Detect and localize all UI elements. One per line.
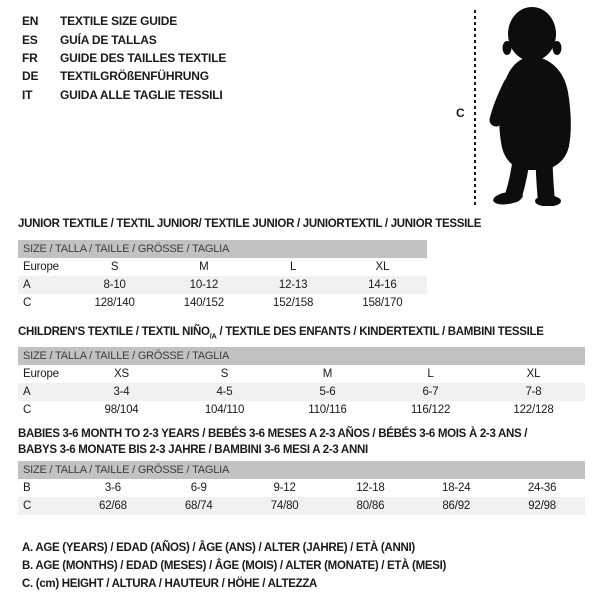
language-list bbox=[22, 12, 226, 104]
language-code: IT bbox=[22, 87, 33, 102]
language-title: GUIDE DES TAILLES TEXTILE bbox=[60, 50, 227, 65]
row-label: A bbox=[23, 386, 31, 398]
row-label: Europe bbox=[23, 261, 59, 273]
table-row bbox=[18, 365, 585, 383]
table-cell: 80/86 bbox=[356, 500, 385, 512]
table-cell: 110/116 bbox=[308, 404, 347, 416]
language-row-en bbox=[22, 12, 226, 30]
size-header-bar: SIZE / TALLA / TAILLE / GRÖSSE / TAGLIA bbox=[18, 240, 427, 258]
row-label: C bbox=[23, 404, 32, 416]
language-code: ES bbox=[22, 32, 38, 47]
table-cell: 140/152 bbox=[183, 297, 224, 309]
table-cell: 6-7 bbox=[422, 386, 439, 398]
table-cell: XL bbox=[526, 368, 541, 380]
table-cell: 18-24 bbox=[442, 482, 471, 494]
table-row bbox=[18, 276, 427, 294]
table-row bbox=[18, 294, 427, 312]
toddler-silhouette bbox=[486, 4, 582, 206]
table-cell: M bbox=[199, 261, 209, 273]
junior-size-table bbox=[18, 240, 427, 312]
table-cell: 86/92 bbox=[442, 500, 471, 512]
table-row bbox=[18, 479, 585, 497]
title-line-2: BABYS 3-6 MONATE BIS 2-3 JAHRE / BAMBINI 3-6 MESI A 2-3 ANNI bbox=[18, 444, 368, 456]
height-measure-dashed-line bbox=[474, 10, 476, 206]
table-cell: 98/104 bbox=[104, 404, 139, 416]
table-row bbox=[18, 258, 427, 276]
title-line-1: BABIES 3-6 MONTH TO 2-3 YEARS / BEBÉS 3-6 MESES A 2-3 AÑOS / BÉBÉS 3-6 MOIS À 2-3 ANS / bbox=[18, 428, 528, 440]
table-cell: 62/68 bbox=[99, 500, 127, 512]
note-height-cm: C. (cm) HEIGHT / ALTURA / HAUTEUR / HÖHE / ALTEZZA bbox=[22, 578, 318, 590]
height-measure-label: C bbox=[456, 106, 465, 120]
language-row-es bbox=[22, 30, 226, 48]
row-label: C bbox=[23, 500, 32, 512]
table-cell: S bbox=[220, 368, 229, 380]
size-header-bar: SIZE / TALLA / TAILLE / GRÖSSE / TAGLIA bbox=[18, 461, 585, 479]
language-code: EN bbox=[22, 14, 39, 29]
size-header-bar: SIZE / TALLA / TAILLE / GRÖSSE / TAGLIA bbox=[18, 347, 585, 365]
table-cell: L bbox=[427, 368, 434, 380]
table-cell: 14-16 bbox=[368, 279, 397, 291]
children-table-title bbox=[18, 324, 544, 344]
table-row bbox=[18, 401, 585, 419]
table-cell: L bbox=[290, 261, 297, 273]
row-label: B bbox=[23, 482, 31, 494]
note-age-months: B. AGE (MONTHS) / EDAD (MESES) / ÂGE (MOIS) / ALTER (MONATE) / ETÀ (MESI) bbox=[22, 560, 447, 572]
table-cell: 6-9 bbox=[190, 482, 207, 494]
table-cell: 152/158 bbox=[273, 297, 314, 309]
note-age-years: A. AGE (YEARS) / EDAD (AÑOS) / ÂGE (ANS) / ALTER (JAHRE) / ETÀ (ANNI) bbox=[22, 542, 415, 554]
row-label: C bbox=[23, 297, 32, 309]
table-cell: 3-6 bbox=[104, 482, 121, 494]
table-cell: XL bbox=[375, 261, 390, 273]
language-code: DE bbox=[22, 69, 39, 84]
language-row-it bbox=[22, 86, 226, 104]
language-title: GUIDA ALLE TAGLIE TESSILI bbox=[60, 87, 223, 102]
table-cell: 8-10 bbox=[103, 279, 126, 291]
title-subscript: /A bbox=[209, 331, 217, 341]
table-cell: 9-12 bbox=[273, 482, 296, 494]
babies-table-title bbox=[18, 426, 527, 458]
table-cell: 104/110 bbox=[204, 404, 245, 416]
table-row bbox=[18, 497, 585, 515]
table-cell: 122/128 bbox=[513, 404, 554, 416]
babies-size-table bbox=[18, 461, 585, 515]
row-label: Europe bbox=[23, 368, 59, 380]
language-code: FR bbox=[22, 50, 38, 65]
title-text: / TEXTILE DES ENFANTS / KINDERTEXTIL / BAMBINI TESSILE bbox=[216, 326, 544, 338]
table-cell: 12-18 bbox=[356, 482, 385, 494]
language-row-fr bbox=[22, 49, 226, 67]
language-title: TEXTILGRÖßENFÜHRUNG bbox=[60, 69, 209, 84]
table-cell: S bbox=[110, 261, 119, 273]
language-row-de bbox=[22, 67, 226, 85]
junior-table-title: JUNIOR TEXTILE / TEXTIL JUNIOR/ TEXTILE JUNIOR / JUNIORTEXTIL / JUNIOR TESSILE bbox=[18, 218, 482, 230]
table-row bbox=[18, 383, 585, 401]
table-cell: 4-5 bbox=[216, 386, 233, 398]
language-title: TEXTILE SIZE GUIDE bbox=[60, 14, 178, 29]
table-cell: 5-6 bbox=[319, 386, 336, 398]
table-cell: 74/80 bbox=[270, 500, 299, 512]
children-size-table bbox=[18, 347, 585, 419]
table-cell: 128/140 bbox=[94, 297, 135, 309]
language-title: GUÍA DE TALLAS bbox=[60, 32, 157, 47]
row-label: A bbox=[23, 279, 31, 291]
table-cell: 116/122 bbox=[410, 404, 451, 416]
table-cell: 92/98 bbox=[528, 500, 556, 512]
table-cell: 158/170 bbox=[362, 297, 403, 309]
title-text: CHILDREN'S TEXTILE / TEXTIL NIÑO bbox=[18, 326, 210, 338]
table-cell: 10-12 bbox=[189, 279, 219, 291]
table-cell: M bbox=[322, 368, 333, 380]
table-cell: 7-8 bbox=[525, 386, 542, 398]
table-cell: 24-36 bbox=[527, 482, 557, 494]
table-cell: 12-13 bbox=[278, 279, 308, 291]
table-cell: 3-4 bbox=[113, 386, 130, 398]
table-cell: 68/74 bbox=[184, 500, 213, 512]
table-cell: XS bbox=[114, 368, 129, 380]
